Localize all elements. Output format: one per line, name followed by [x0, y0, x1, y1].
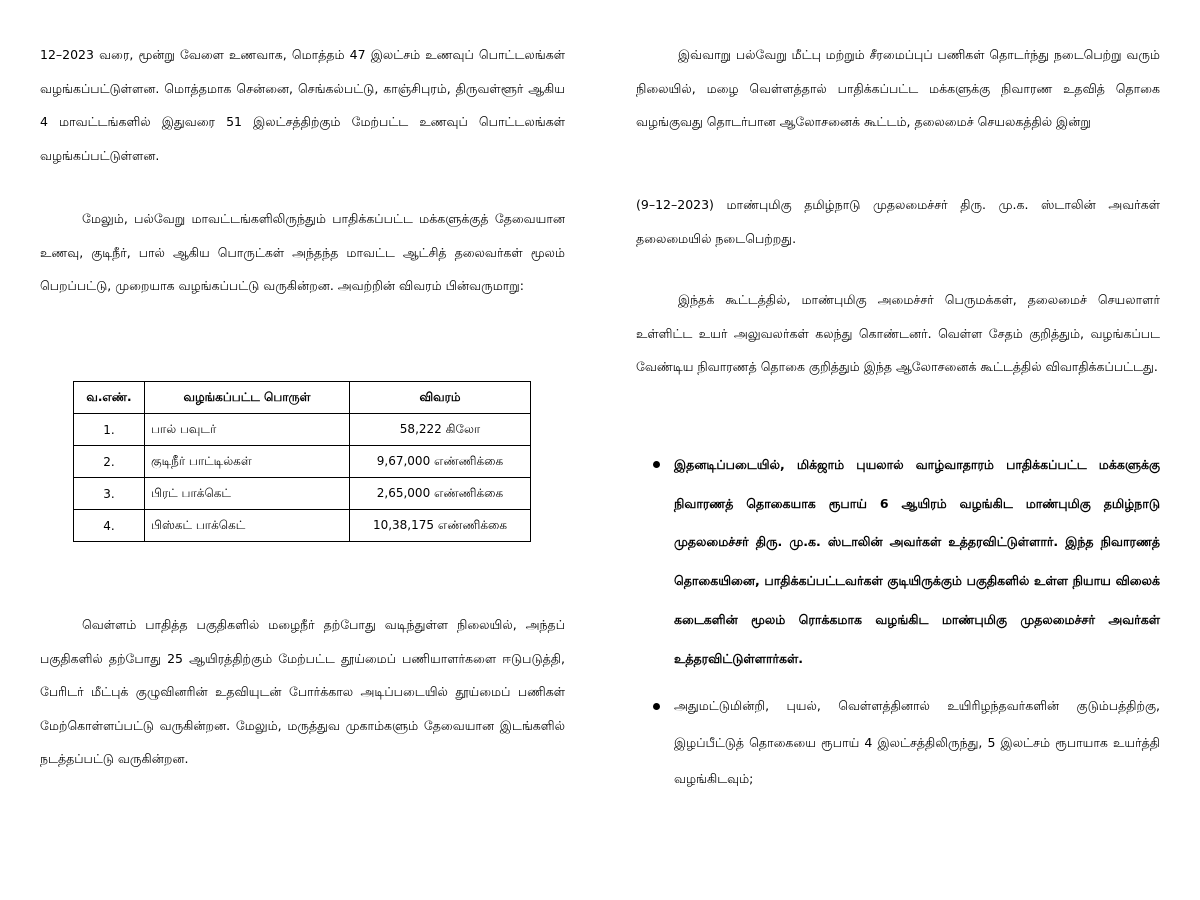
table-row	[74, 414, 531, 446]
cell-detail: 58,222 கிலோ	[350, 414, 531, 446]
list-item	[674, 688, 1160, 798]
table-row	[74, 478, 531, 510]
bullet-icon	[653, 703, 660, 710]
cell-item: பால் பவுடர்	[145, 414, 350, 446]
table-header-row	[74, 382, 531, 414]
right-paragraph-1	[636, 38, 1160, 139]
header-item: வழங்கப்பட்ட பொருள்	[145, 382, 350, 414]
table-row	[74, 446, 531, 478]
header-detail: விவரம்	[350, 382, 531, 414]
bullet-icon	[653, 461, 660, 468]
cell-serial-no: 3.	[74, 478, 145, 510]
right-paragraph-1-continued: (9–12–2023) மாண்புமிகு தமிழ்நாடு முதலமைச்சர் திரு. மு.க. ஸ்டாலின் அவர்கள் தலைமையில் நடைபெற்றது.	[636, 197, 1160, 246]
right-paragraph-2	[636, 283, 1160, 384]
relief-items-table	[73, 381, 531, 542]
left-paragraph-1: 12–2023 வரை, மூன்று வேளை உணவாக, மொத்தம் 47 இலட்சம் உணவுப் பொட்டலங்கள் வழங்கப்பட்டுள்ளன. மொத்தமாக சென்னை, செங்கல்பட்டு, காஞ்சிபுரம், திருவள்ளூர் ஆகிய 4 மாவட்டங்களில் இதுவரை 51 இலட்சத்திற்கும் மேற்பட்ட உணவுப் பொட்டலங்கள் வழங்கப்பட்டுள்ளன.	[40, 47, 565, 163]
cell-item: குடிநீர் பாட்டில்கள்	[145, 446, 350, 478]
left-paragraph-3	[40, 608, 565, 776]
bullet-2-text: அதுமட்டுமின்றி, புயல், வெள்ளத்தினால் உயிரிழந்தவர்களின் குடும்பத்திற்கு, இழப்பீட்டுத் தொகையை ரூபாய் 4 இலட்சத்திலிருந்து, 5 இலட்சம் ரூபாயாக உயர்த்தி வழங்கிடவும்;	[674, 698, 1160, 786]
bullet-1-text: இதனடிப்படையில், மிக்ஜாம் புயலால் வாழ்வாதாரம் பாதிக்கப்பட்ட மக்களுக்கு நிவாரணத் தொகையாக ரூபாய் 6 ஆயிரம் வழங்கிட மாண்புமிகு தமிழ்நாடு முதலமைச்சர் திரு. மு.க. ஸ்டாலின் அவர்கள் உத்தரவிட்டுள்ளார். இந்த நிவாரணத் தொகையினை, பாதிக்கப்பட்டவர்கள் குடியிருக்கும் பகுதிகளில் உள்ள நியாய விலைக் கடைகளின் மூலம் ரொக்கமாக வழங்கிட மாண்புமிகு முதலமைச்சர் அவர்கள் உத்தரவிட்டுள்ளார்கள்.	[674, 457, 1160, 666]
right-paragraph-1-text: இவ்வாறு பல்வேறு மீட்பு மற்றும் சீரமைப்புப் பணிகள் தொடர்ந்து நடைபெற்று வரும் நிலையில், மழை வெள்ளத்தால் பாதிக்கப்பட்ட மக்களுக்கு நிவாரண உதவித் தொகை வழங்குவது தொடர்பான ஆலோசனைக் கூட்டம், தலைமைச் செயலகத்தில் இன்று	[636, 47, 1160, 129]
cell-serial-no: 4.	[74, 510, 145, 542]
list-item	[674, 446, 1160, 678]
cell-detail: 10,38,175 எண்ணிக்கை	[350, 510, 531, 542]
table-row	[74, 510, 531, 542]
cell-item: பிரட் பாக்கெட்	[145, 478, 350, 510]
cell-detail: 9,67,000 எண்ணிக்கை	[350, 446, 531, 478]
left-paragraph-2-text: மேலும், பல்வேறு மாவட்டங்களிலிருந்தும் பாதிக்கப்பட்ட மக்களுக்குத் தேவையான உணவு, குடிநீர், பால் ஆகிய பொருட்கள் அந்தந்த மாவட்ட ஆட்சித் தலைவர்கள் மூலம் பெறப்பட்டு, முறையாக வழங்கப்பட்டு வருகின்றன. அவற்றின் விவரம் பின்வருமாறு:	[40, 211, 565, 293]
header-serial-no: வ.எண்.	[74, 382, 145, 414]
right-paragraph-2-text: இந்தக் கூட்டத்தில், மாண்புமிகு அமைச்சர் பெருமக்கள், தலைமைச் செயலாளர் உள்ளிட்ட உயர் அலுவலர்கள் கலந்து கொண்டனர். வெள்ள சேதம் குறித்தும், வழங்கப்பட வேண்டிய நிவாரணத் தொகை குறித்தும் இந்த ஆலோசனைக் கூட்டத்தில் விவாதிக்கப்பட்டது.	[636, 292, 1160, 374]
cell-item: பிஸ்கட் பாக்கெட்	[145, 510, 350, 542]
left-paragraph-3-text: வெள்ளம் பாதித்த பகுதிகளில் மழைநீர் தற்போது வடிந்துள்ள நிலையில், அந்தப் பகுதிகளில் தற்போது 25 ஆயிரத்திற்கும் மேற்பட்ட தூய்மைப் பணியாளர்களை ஈடுபடுத்தி, பேரிடர் மீட்புக் குழுவினரின் உதவியுடன் போர்க்கால அடிப்படையில் தூய்மைப் பணிகள் மேற்கொள்ளப்பட்டு வருகின்றன. மேலும், மருத்துவ முகாம்களும் தேவையான இடங்களில் நடத்தப்பட்டு வருகின்றன.	[40, 617, 565, 766]
left-paragraph-2	[40, 202, 565, 303]
cell-detail: 2,65,000 எண்ணிக்கை	[350, 478, 531, 510]
cell-serial-no: 2.	[74, 446, 145, 478]
cell-serial-no: 1.	[74, 414, 145, 446]
